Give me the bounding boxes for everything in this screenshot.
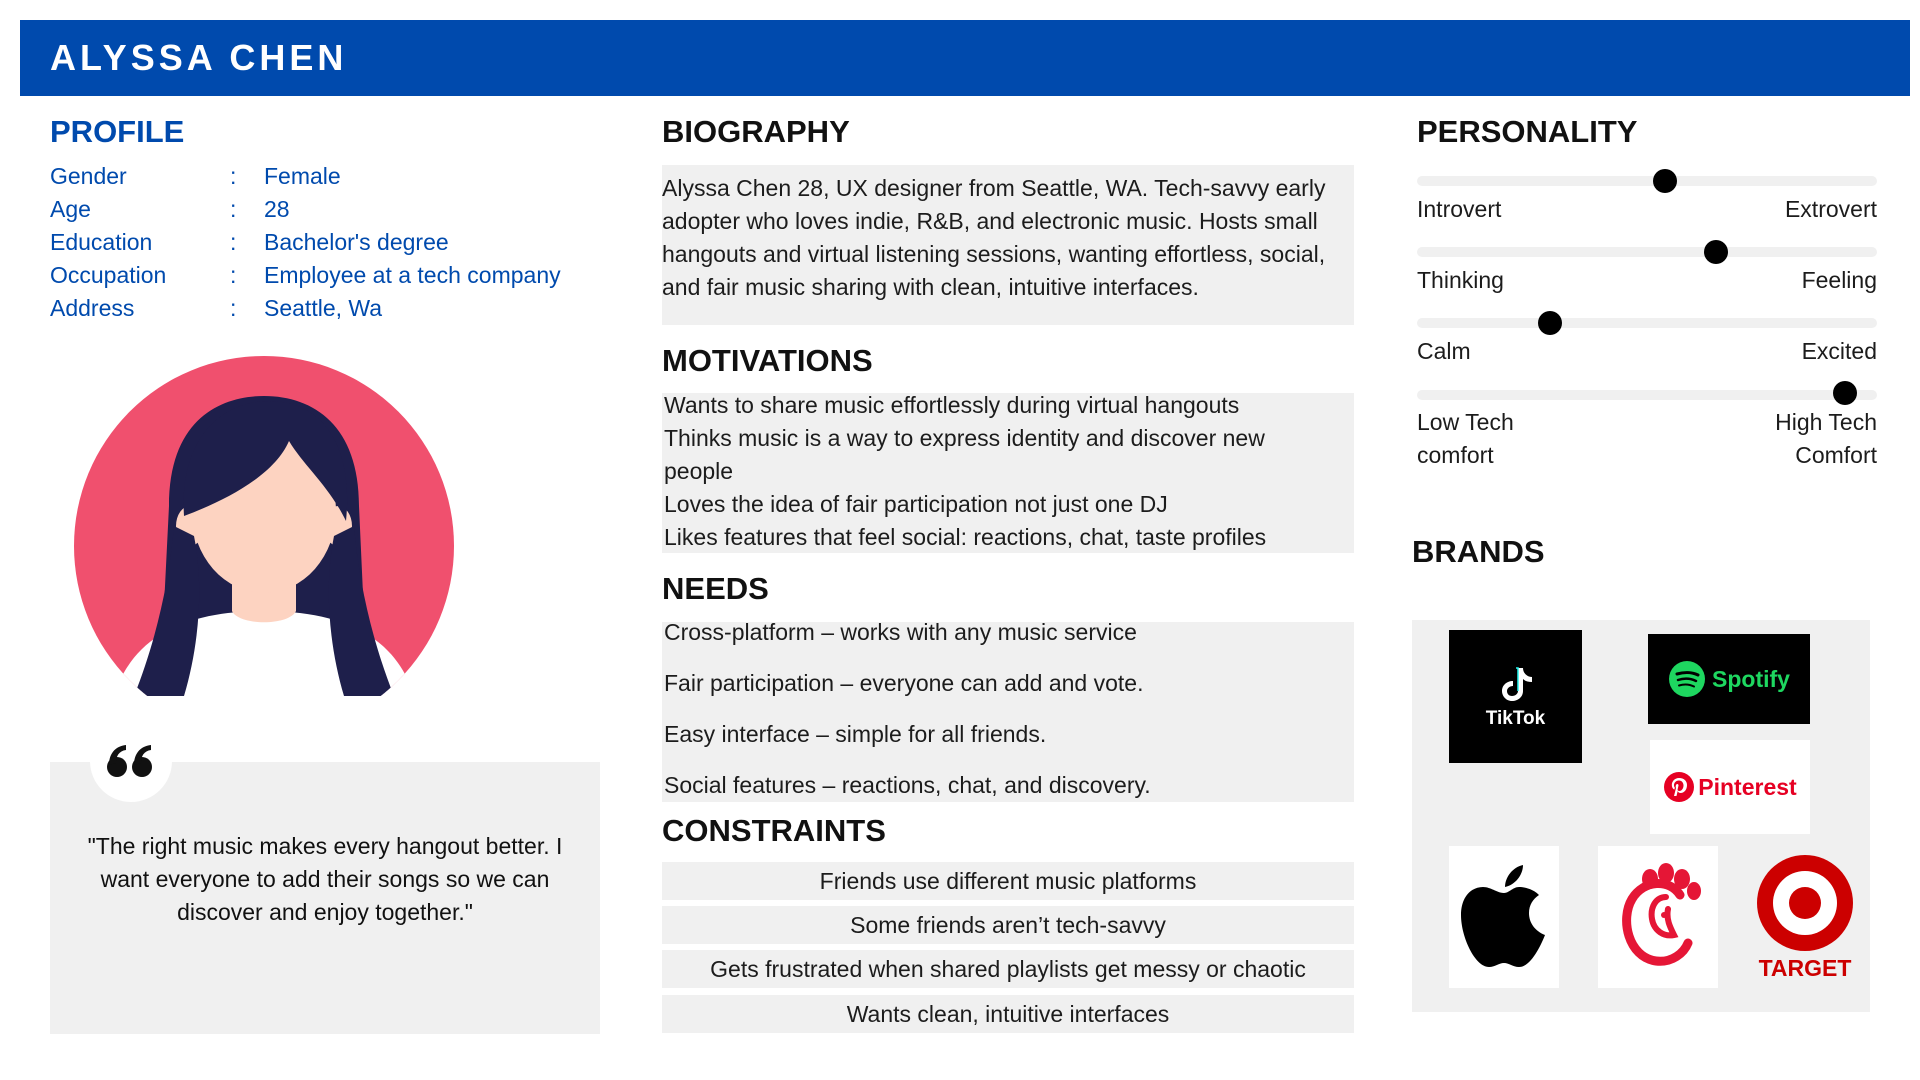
personality-slider-track	[1417, 390, 1877, 400]
profile-table	[50, 160, 561, 325]
motivation-item: Likes features that feel social: reactions, chat, taste profiles	[664, 524, 1267, 550]
profile-separator: :	[230, 295, 237, 321]
spotify-logo	[1648, 634, 1810, 724]
page-header	[20, 20, 1910, 96]
profile-separator: :	[230, 262, 237, 288]
profile-label: Gender	[50, 163, 127, 189]
profile-value: Bachelor's degree	[264, 229, 449, 255]
trait-right-label: High Tech Comfort	[1775, 409, 1877, 468]
apple-logo-icon	[1449, 846, 1559, 988]
brands-title: BRANDS	[1412, 534, 1545, 569]
motivations-list	[664, 389, 1354, 554]
personality-slider-knob	[1538, 311, 1562, 335]
tiktok-wordmark: TikTok	[1485, 707, 1546, 729]
chick-fil-a-logo-icon	[1598, 846, 1718, 988]
profile-row-age	[50, 193, 561, 226]
pinterest-wordmark: Pinterest	[1698, 773, 1797, 800]
profile-separator: :	[230, 229, 237, 255]
target-logo	[1750, 846, 1860, 988]
target-wordmark: TARGET	[1758, 954, 1852, 981]
trait-right-label: Extrovert	[1784, 196, 1877, 222]
personality-slider-track	[1417, 176, 1877, 186]
spotify-icon	[1668, 660, 1706, 698]
profile-row-gender	[50, 160, 561, 193]
constraint-item: Some friends aren’t tech-savvy	[662, 906, 1354, 944]
personality-slider-track	[1417, 247, 1877, 257]
pinterest-logo	[1650, 740, 1810, 834]
motivation-item: Loves the idea of fair participation not just one DJ	[664, 491, 1168, 517]
personality-title: PERSONALITY	[1417, 114, 1638, 149]
profile-label: Age	[50, 196, 91, 222]
target-bullseye-icon	[1755, 853, 1855, 953]
personality-slider-track	[1417, 318, 1877, 328]
profile-row-occupation	[50, 259, 561, 292]
spotify-wordmark: Spotify	[1712, 665, 1790, 692]
quote-mark-icon	[90, 720, 172, 802]
tiktok-note-icon	[1496, 664, 1536, 704]
motivations-title: MOTIVATIONS	[662, 343, 873, 378]
need-item: Social features – reactions, chat, and discovery.	[664, 772, 1151, 798]
profile-value: Employee at a tech company	[264, 262, 561, 288]
profile-separator: :	[230, 196, 237, 222]
profile-value: Seattle, Wa	[264, 295, 383, 321]
need-item: Cross-platform – works with any music service	[664, 619, 1137, 645]
pinterest-icon	[1663, 771, 1695, 803]
need-item: Fair participation – everyone can add and vote.	[664, 670, 1144, 696]
constraint-item: Friends use different music platforms	[662, 862, 1354, 900]
need-item: Easy interface – simple for all friends.	[664, 721, 1047, 747]
trait-right-label: Excited	[1801, 338, 1877, 364]
constraint-item: Gets frustrated when shared playlists get messy or chaotic	[662, 950, 1354, 988]
profile-label: Address	[50, 295, 135, 321]
biography-text: Alyssa Chen 28, UX designer from Seattle, WA. Tech-savvy early adopter who loves indie, R&B, and electronic music. Hosts small hangouts and virtual listening sessions, wanting effortless, social, and fair music sharing with clean, intuitive interfaces.	[662, 175, 1326, 300]
persona-name: ALYSSA CHEN	[50, 37, 348, 78]
needs-title: NEEDS	[662, 571, 769, 606]
profile-separator: :	[230, 163, 237, 189]
motivation-item: Thinks music is a way to express identity and discover new people	[664, 425, 1265, 484]
motivation-item: Wants to share music effortlessly during virtual hangouts	[664, 392, 1240, 418]
trait-left-label: Low Tech comfort	[1417, 409, 1514, 468]
tiktok-logo	[1449, 630, 1582, 763]
profile-label: Occupation	[50, 262, 167, 288]
profile-row-address	[50, 292, 561, 325]
profile-value: Female	[264, 163, 341, 189]
trait-left-label: Calm	[1417, 338, 1471, 364]
constraints-title: CONSTRAINTS	[662, 813, 886, 848]
constraint-item: Wants clean, intuitive interfaces	[662, 995, 1354, 1033]
trait-left-label: Thinking	[1417, 267, 1504, 293]
quote-text: "The right music makes every hangout better. I want everyone to add their songs so we can discover and enjoy together."	[87, 833, 563, 925]
profile-value: 28	[264, 196, 290, 222]
personality-slider-knob	[1704, 240, 1728, 264]
trait-left-label: Introvert	[1417, 196, 1502, 222]
avatar-illustration	[74, 356, 454, 696]
profile-row-education	[50, 226, 561, 259]
personality-slider-knob	[1653, 169, 1677, 193]
profile-title: PROFILE	[50, 114, 185, 149]
personality-slider-knob	[1833, 381, 1857, 405]
profile-label: Education	[50, 229, 153, 255]
trait-right-label: Feeling	[1801, 267, 1877, 293]
biography-title: BIOGRAPHY	[662, 114, 850, 149]
